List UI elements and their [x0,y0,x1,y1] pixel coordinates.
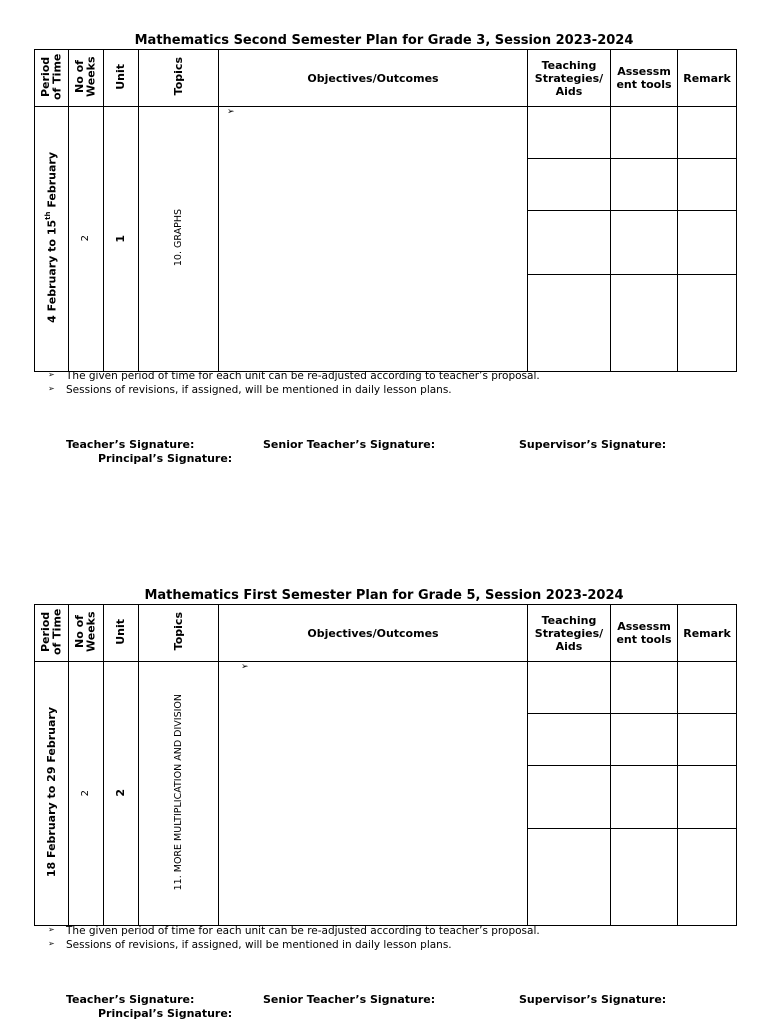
table-row [35,662,737,714]
header-objectives: Objectives/Outcomes [219,605,528,662]
unit-cell: 2 [104,662,139,926]
header-remark: Remark [678,605,737,662]
teaching-cell[interactable] [528,159,611,211]
arrowhead-bullet-icon: ➢ [48,939,55,948]
header-period: Period of Time [35,605,69,662]
remark-cell[interactable] [678,159,737,211]
arrowhead-bullet-icon: ➢ [227,107,235,117]
teaching-cell[interactable] [528,662,611,714]
plan-title: Mathematics Second Semester Plan for Grade 3, Session 2023-2024 [134,33,634,48]
teaching-cell[interactable] [528,766,611,829]
period-cell [35,662,69,926]
plan-title: Mathematics First Semester Plan for Grade 5, Session 2023-2024 [144,588,624,603]
assessment-cell[interactable] [611,766,678,829]
header-unit: Unit [104,50,139,107]
teaching-cell[interactable] [528,211,611,275]
teaching-cell[interactable] [528,275,611,372]
supervisor-signature-label: Supervisor’s Signature: [519,438,667,451]
semester-plan-grade-3: Mathematics Second Semester Plan for Grade 3, Session 2023-2024 Period of Time No of Weeks Unit Topics Objectives/Outcomes Teaching Strategies/ Aids Assessm ent tools Remark 4 February to 15th February 2 1 10. GRAPHS ➢ ➢ The given period of time for each unit can be re-adjusted according to teacher’s proposal. ➢ Sessions of revisions, if assigned, will be mentioned in daily lesson plans. Teacher’s Signature: Senior Teacher’s Signature: Supervisor’s Signature: Principal’s Signature: [0,33,768,473]
header-row [35,50,737,107]
topic-cell: 10. GRAPHS [139,107,219,372]
principal-signature-label: Principal’s Signature: [98,452,233,465]
topic-cell: 11. MORE MULTIPLICATION AND DIVISION [139,662,219,926]
weeks-cell: 2 [69,662,104,926]
remark-cell[interactable] [678,766,737,829]
remark-cell[interactable] [678,107,737,159]
arrowhead-bullet-icon: ➢ [241,662,249,672]
header-objectives: Objectives/Outcomes [219,50,528,107]
header-unit: Unit [104,605,139,662]
objectives-cell[interactable] [219,107,528,372]
assessment-cell[interactable] [611,107,678,159]
assessment-cell[interactable] [611,211,678,275]
remark-cell[interactable] [678,211,737,275]
arrowhead-bullet-icon: ➢ [48,925,55,934]
remark-cell[interactable] [678,662,737,714]
unit-cell: 1 [104,107,139,372]
header-weeks: No of Weeks [69,605,104,662]
plan-table [34,604,737,926]
assessment-cell[interactable] [611,662,678,714]
header-weeks: No of Weeks [69,50,104,107]
header-teaching: Teaching Strategies/ Aids [528,50,611,107]
supervisor-signature-label: Supervisor’s Signature: [519,993,667,1006]
senior-teacher-signature-label: Senior Teacher’s Signature: [263,993,436,1006]
teaching-cell[interactable] [528,829,611,926]
arrowhead-bullet-icon: ➢ [48,370,55,379]
teacher-signature-label: Teacher’s Signature: [66,438,195,451]
header-assessment: Assessm ent tools [611,605,678,662]
weeks-cell: 2 [69,107,104,372]
plan-table [34,49,737,372]
header-topics: Topics [139,605,219,662]
arrowhead-bullet-icon: ➢ [48,384,55,393]
teacher-signature-label: Teacher’s Signature: [66,993,195,1006]
header-period: Period of Time [35,50,69,107]
senior-teacher-signature-label: Senior Teacher’s Signature: [263,438,436,451]
teaching-cell[interactable] [528,714,611,766]
remark-cell[interactable] [678,275,737,372]
period-text: 4 February to 15th February [43,152,59,323]
header-assessment: Assessm ent tools [611,50,678,107]
remark-cell[interactable] [678,714,737,766]
remark-cell[interactable] [678,829,737,926]
objectives-cell[interactable] [219,662,528,926]
header-row [35,605,737,662]
semester-plan-grade-5: Mathematics First Semester Plan for Grade 5, Session 2023-2024 Period of Time No of Weeks Unit Topics Objectives/Outcomes Teaching Strategies/ Aids Assessm ent tools Remark 18 February to 29 February 2 2 11. MORE MULTIPLICATION AND DIVISION ➢ ➢ The given period of time for each unit can be re-adjusted according to teacher’s proposal. ➢ Sessions of revisions, if assigned, will be mentioned in daily lesson plans. Teacher’s Signature: Senior Teacher’s Signature: Supervisor’s Signature: Principal’s Signature: [0,588,768,1024]
teaching-cell[interactable] [528,107,611,159]
assessment-cell[interactable] [611,829,678,926]
period-text: 18 February to 29 February [44,706,58,878]
table-row [35,107,737,159]
header-topics: Topics [139,50,219,107]
assessment-cell[interactable] [611,275,678,372]
period-cell [35,107,69,372]
header-remark: Remark [678,50,737,107]
header-teaching: Teaching Strategies/ Aids [528,605,611,662]
assessment-cell[interactable] [611,159,678,211]
assessment-cell[interactable] [611,714,678,766]
principal-signature-label: Principal’s Signature: [98,1007,233,1020]
